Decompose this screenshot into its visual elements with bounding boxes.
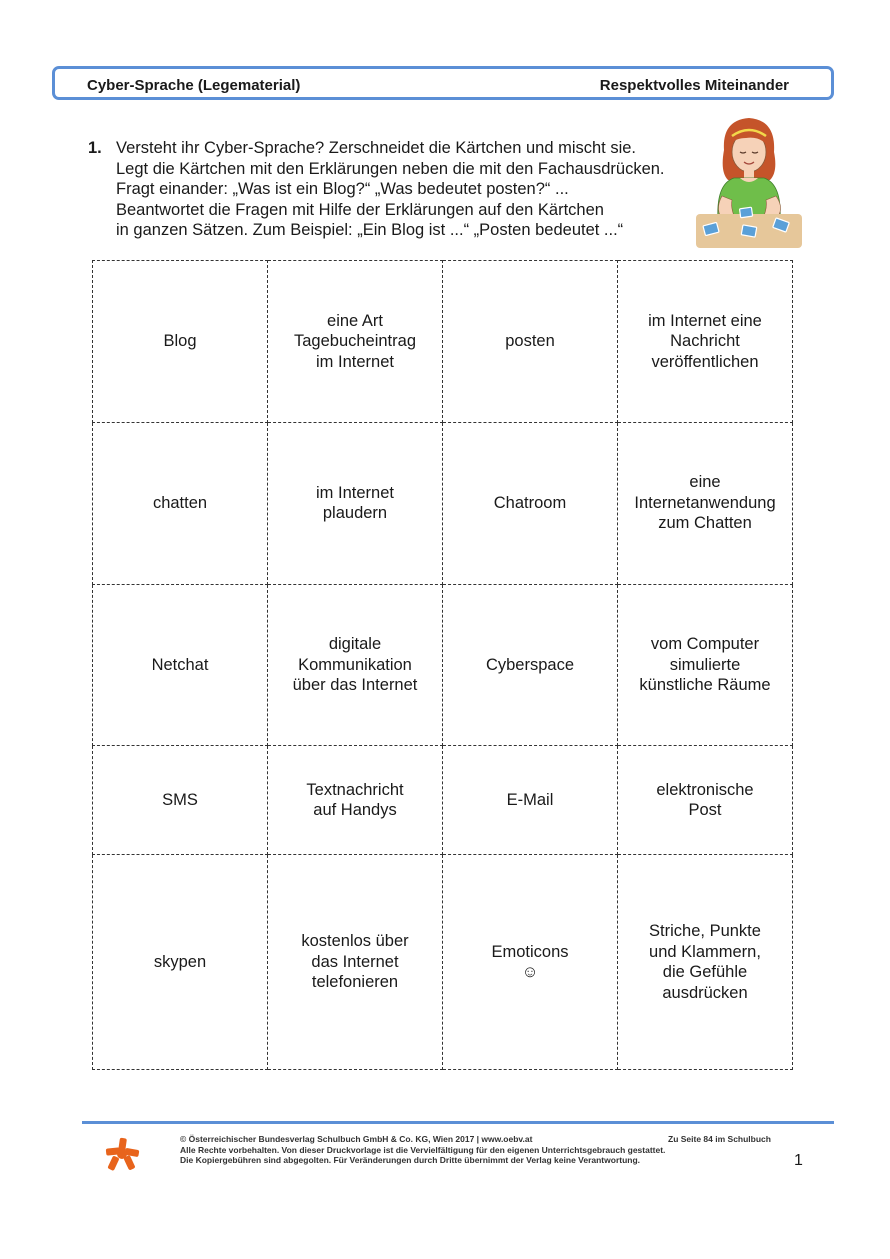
card-text-line: plaudern	[322, 504, 388, 523]
card-row	[93, 584, 793, 746]
card-row	[93, 746, 793, 855]
card-row	[93, 261, 793, 423]
card-text-line: skypen	[153, 952, 207, 971]
card-text-line: Blog	[163, 332, 197, 351]
explanation-card	[268, 261, 443, 423]
card-text-line: kostenlos über	[301, 932, 409, 951]
card-text-line: zum Chatten	[658, 514, 752, 533]
explanation-card	[618, 584, 793, 746]
card-text-line: das Internet	[311, 952, 399, 971]
card-text-line: simulierte	[669, 655, 741, 674]
card-text-line: Netchat	[151, 655, 209, 674]
girl-playing-cards-illustration	[694, 110, 804, 250]
explanation-card	[268, 855, 443, 1070]
card-text-line: SMS	[162, 791, 198, 809]
card-text-line: Kommunikation	[298, 655, 412, 674]
card-text-line: veröffentlichen	[651, 352, 759, 371]
explanation-card	[268, 422, 443, 584]
card-text-line: Nachricht	[670, 332, 740, 351]
term-card	[443, 746, 618, 855]
term-card	[93, 584, 268, 746]
explanation-card	[618, 261, 793, 423]
card-text-line: im Internet	[316, 483, 394, 502]
term-card	[443, 584, 618, 746]
card-text-line: künstliche Räume	[639, 676, 771, 695]
card-text-line: im Internet eine	[648, 311, 762, 330]
explanation-card	[618, 746, 793, 855]
card-text-line: Chatroom	[493, 493, 567, 512]
card-text-line: chatten	[152, 493, 208, 512]
card-text-line: auf Handys	[313, 801, 397, 820]
task-line: Versteht ihr Cyber-Sprache? Zerschneidet die Kärtchen und mischt sie.	[116, 139, 637, 157]
worksheet-title: Cyber-Sprache (Legematerial)	[87, 77, 301, 94]
card-text-line: Cyberspace	[485, 655, 575, 674]
copyright-line: Alle Rechte vorbehalten. Von dieser Druckvorlage ist die Vervielfältigung für den eigenen Unterrichtsgebrauch gestattet.	[180, 1144, 666, 1155]
card-text-line: ☺	[521, 963, 539, 982]
term-card	[93, 855, 268, 1070]
term-card	[443, 422, 618, 584]
card-text-line: eine Art	[327, 311, 383, 330]
card-text-line: digitale	[328, 635, 382, 654]
unit-title: Respektvolles Miteinander	[599, 77, 789, 94]
card-text-line: elektronische	[656, 780, 754, 799]
card-row	[93, 855, 793, 1070]
task-number: 1.	[88, 139, 102, 157]
card-text-line: vom Computer	[650, 635, 760, 654]
page-number: 1	[794, 1152, 803, 1169]
explanation-card	[618, 422, 793, 584]
card-text-line: Internetanwendung	[634, 493, 776, 512]
header-box	[52, 66, 834, 100]
card-text-line: eine	[689, 473, 721, 492]
term-card	[93, 746, 268, 855]
footer-divider	[82, 1121, 834, 1124]
term-card	[93, 422, 268, 584]
card-text-line: posten	[505, 332, 555, 351]
term-card	[93, 261, 268, 423]
card-text-line: Post	[688, 801, 722, 820]
oebv-logo-icon	[104, 1136, 140, 1172]
copyright-line: © Österreichischer Bundesverlag Schulbuch GmbH & Co. KG, Wien 2017 | www.oebv.at	[180, 1134, 533, 1144]
schoolbook-reference: Zu Seite 84 im Schulbuch	[668, 1134, 771, 1144]
card-text-line: im Internet	[316, 352, 394, 371]
copyright-line: Die Kopiergebühren sind abgegolten. Für Veränderungen durch Dritte übernimmt der Verlag keine Verantwortung.	[180, 1155, 641, 1165]
card-table	[92, 260, 793, 1070]
card-text-line: Tagebucheintrag	[293, 332, 416, 351]
card-text-line: ausdrücken	[662, 983, 748, 1002]
explanation-card	[268, 584, 443, 746]
term-card	[443, 855, 618, 1070]
explanation-card	[618, 855, 793, 1070]
task-line: Fragt einander: „Was ist ein Blog?“ „Was bedeutet posten?“ ...	[116, 180, 569, 198]
card-text-line: E-Mail	[506, 791, 554, 809]
card-text-line: über das Internet	[292, 676, 418, 695]
card-text-line: die Gefühle	[662, 963, 748, 982]
task-line: Beantwortet die Fragen mit Hilfe der Erklärungen auf den Kärtchen	[116, 200, 604, 219]
card-row	[93, 422, 793, 584]
task-text	[116, 138, 665, 241]
card-text-line: Emoticons	[491, 942, 569, 961]
copyright-notice	[180, 1134, 665, 1166]
card-text-line: Textnachricht	[306, 780, 404, 799]
card-text-line: Striche, Punkte	[649, 922, 761, 941]
card-text-line: und Klammern,	[649, 942, 761, 961]
term-card	[443, 261, 618, 423]
task-line: Legt die Kärtchen mit den Erklärungen neben die mit den Fachausdrücken.	[116, 159, 665, 178]
explanation-card	[268, 746, 443, 855]
card-text-line: telefonieren	[311, 973, 399, 992]
task-line: in ganzen Sätzen. Zum Beispiel: „Ein Blog ist ...“ „Posten bedeutet ...“	[116, 221, 624, 239]
